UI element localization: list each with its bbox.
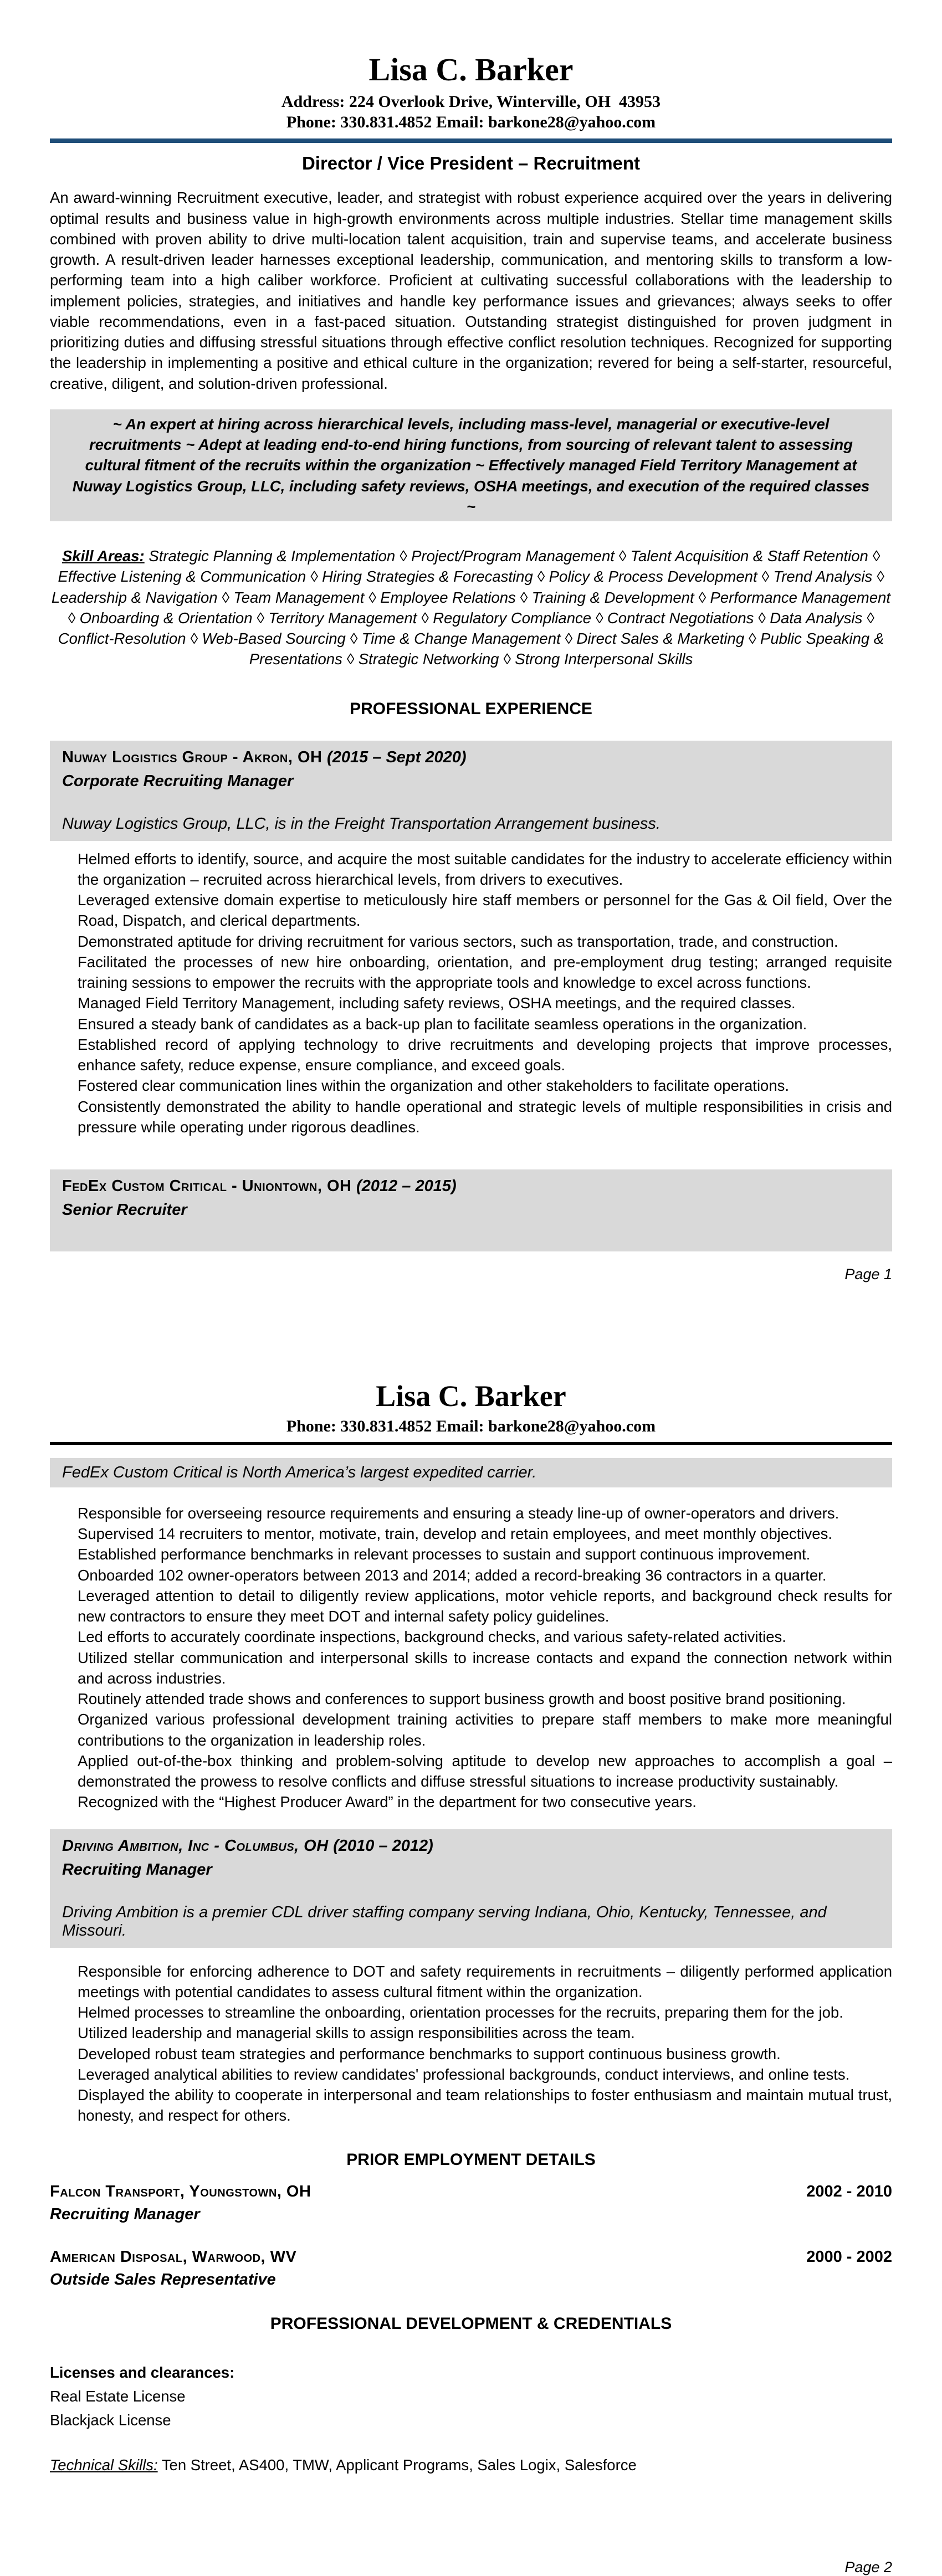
bullet-item: Applied out-of-the-box thinking and problem-solving aptitude to develop new approaches to accomplish a goal – demonstrated the prowess to resolve conflicts and diffuse stressful situations to increase productivity sustainably.	[78, 1752, 892, 1790]
bullet-item: Leveraged analytical abilities to review candidates' professional backgrounds, conduct interviews, and online tests.	[78, 2065, 850, 2083]
bullet-item: Recognized with the “Highest Producer Award” in the department for two consecutive years.	[78, 1793, 697, 1811]
section-heading-prior-employment: PRIOR EMPLOYMENT DETAILS	[346, 2150, 596, 2169]
employment-dates: (2010 – 2012)	[333, 1836, 433, 1855]
company-blurb: Nuway Logistics Group, LLC, is in the Freight Transportation Arrangement business.	[62, 814, 661, 833]
company-name: Driving Ambition, Inc - Columbus, OH	[62, 1836, 334, 1855]
bullet-item: Fostered clear communication lines within the organization and other stakeholders to facilitate operations.	[78, 1077, 790, 1095]
bullet-item: Organized various professional development training activities to prepare staff members to make more meaningful contributions to the organization in leadership roles.	[78, 1711, 892, 1749]
technical-skills-label: Technical Skills:	[50, 2456, 158, 2474]
skill-areas	[50, 546, 892, 670]
company-name: American Disposal, Warwood, WV	[50, 2247, 297, 2266]
prior-entry-american-disposal	[50, 2248, 892, 2289]
page-2-footer: Page 2	[844, 2558, 892, 2575]
section-heading-development: PROFESSIONAL DEVELOPMENT & CREDENTIALS	[270, 2314, 672, 2333]
job-role: Corporate Recruiting Manager	[62, 772, 294, 790]
phone-email-line: Phone: 330.831.4852 Email: barkone28@yahoo.com	[286, 1417, 656, 1436]
skill-areas-list: Strategic Planning & Implementation ◊ Project/Program Management ◊ Talent Acquisition & Staff Retention ◊ Effective Listening & Communication ◊ Hiring Strategies & Forecasting ◊ Policy & Process Development ◊ Trend Analysis ◊ Leadership & Navigation ◊ Team Management ◊ Employee Relations ◊ Training & Development ◊ Performance Management ◊ Onboarding & Orientation ◊ Territory Management ◊ Regulatory Compliance ◊ Contract Negotiations ◊ Data Analysis ◊ Conflict-Resolution ◊ Web-Based Sourcing ◊ Time & Change Management ◊ Direct Sales & Marketing ◊ Public Speaking & Presentations ◊ Strategic Networking ◊ Strong Interpersonal Skills	[51, 547, 891, 668]
bullet-item: Ensured a steady bank of candidates as a back-up plan to facilitate seamless operations in the organization.	[78, 1015, 807, 1033]
bullet-item: Managed Field Territory Management, including safety reviews, OSHA meetings, and the required classes.	[78, 994, 796, 1012]
page-1	[50, 53, 892, 1283]
prior-entry-details	[50, 2183, 311, 2224]
skill-areas-label: Skill Areas:	[62, 547, 145, 565]
technical-skills-list: Ten Street, AS400, TMW, Applicant Programs, Sales Logix, Salesforce	[157, 2456, 637, 2474]
page-2-header	[50, 1380, 892, 1445]
bullet-item: Utilized leadership and managerial skills to assign responsibilities across the team.	[78, 2024, 635, 2042]
employment-dates: 2000 - 2002	[806, 2247, 892, 2266]
bullet-item: Responsible for overseeing resource requirements and ensuring a steady line-up of owner-operators and drivers.	[78, 1504, 839, 1522]
bullet-item: Developed robust team strategies and performance benchmarks to support continuous business growth.	[78, 2045, 781, 2062]
section-heading-experience: PROFESSIONAL EXPERIENCE	[350, 699, 592, 718]
bullet-item: Supervised 14 recruiters to mentor, motivate, train, develop and retain employees, and meet monthly objectives.	[78, 1525, 832, 1543]
candidate-name: Lisa C. Barker	[376, 1379, 566, 1413]
job-role: Recruiting Manager	[62, 1860, 212, 1879]
bullet-item: Led efforts to accurately coordinate inspections, background checks, and various safety-related activities.	[78, 1628, 786, 1646]
job-bullets-nuway	[50, 849, 892, 1138]
bullet-item: Demonstrated aptitude for driving recruitment for various sectors, such as transportation, trade, and construction.	[78, 932, 838, 950]
company-blurb-fedex: FedEx Custom Critical is North America’s largest expedited carrier.	[50, 1458, 892, 1487]
phone-email-line: Phone: 330.831.4852 Email: barkone28@yahoo.com	[286, 113, 656, 132]
employment-dates: (2015 – Sept 2020)	[327, 748, 467, 766]
job-role: Outside Sales Representative	[50, 2270, 276, 2288]
bullet-item: Responsible for enforcing adherence to DOT and safety requirements in recruitments – diligently performed application meetings with potential candidates to assess cultural fitment within the organization.	[78, 1962, 892, 2000]
job-role: Recruiting Manager	[50, 2205, 200, 2223]
bullet-item: Routinely attended trade shows and conferences to support business growth and boost positive brand positioning.	[78, 1690, 846, 1708]
employment-dates: 2002 - 2010	[806, 2182, 892, 2200]
page-2	[50, 1380, 892, 2575]
highlights-callout: ~ An expert at hiring across hierarchical levels, including mass-level, managerial or executive-level recruitments ~ Adept at leading end-to-end hiring functions, from sourcing of relevant talent to assessing cultural fitment of the recruits within the organization ~ Effectively managed Field Territory Management at Nuway Logistics Group, LLC, including safety reviews, OSHA meetings, and execution of the required classes ~	[50, 409, 892, 521]
bullet-item: Leveraged extensive domain expertise to meticulously hire staff members or personnel for the Gas & Oil field, Over the Road, Dispatch, and clerical departments.	[78, 891, 892, 930]
employment-dates: (2012 – 2015)	[356, 1177, 457, 1195]
job-bullets-fedex	[50, 1503, 892, 1813]
header-rule	[50, 138, 892, 143]
company-line	[62, 1177, 880, 1195]
bullet-item: Facilitated the processes of new hire onboarding, orientation, and pre-employment drug testing; arranged requisite training sessions to empower the recruits with the appropriate tools and knowledge to excel across functions.	[78, 953, 892, 992]
bullet-item: Onboarded 102 owner-operators between 2013 and 2014; added a record-breaking 36 contractors in a quarter.	[78, 1566, 827, 1584]
page-1-footer: Page 1	[844, 1266, 892, 1283]
company-name: Falcon Transport, Youngstown, OH	[50, 2182, 311, 2200]
company-line	[62, 748, 880, 767]
development-section	[50, 2315, 892, 2476]
summary-paragraph: An award-winning Recruitment executive, leader, and strategist with robust experience acquired over the years in delivering optimal results and business value in high-growth environments across multiple industries. Stellar time management skills combined with proven ability to drive multi-location talent acquisition, train and supervise teams, and accelerate business growth. A result-driven leader harnesses exceptional leadership, communication, and mentoring skills to transform a low-performing team into a high caliber workforce. Proficient at cultivating successful collaborations with the leadership to implement policies, strategies, and initiatives and handle key performance issues and grievances; always seeks to offer viable recommendations, even in a fast-paced situation. Outstanding strategist distinguished for proven judgment in prioritizing duties and diffusing stressful situations through effective conflict resolution techniques. Recognized for supporting the leadership in implementing a positive and ethical culture in the organization; revered for being a self-starter, resourceful, creative, diligent, and solution-driven professional.	[50, 189, 892, 392]
bullet-item: Leveraged attention to detail to diligently review applications, motor vehicle reports, and background check results for new contractors to ensure they meet DOT and internal safety policy guidelines.	[78, 1587, 892, 1625]
bullet-item: Consistently demonstrated the ability to handle operational and strategic levels of multiple responsibilities in crisis and pressure while operating under rigorous deadlines.	[78, 1097, 892, 1136]
bullet-item: Helmed processes to streamline the onboarding, orientation processes for the recruits, preparing them for the job.	[78, 2004, 843, 2021]
resume-title: Director / Vice President – Recruitment	[301, 153, 641, 174]
prior-entry-falcon	[50, 2183, 892, 2224]
job-heading-fedex	[50, 1169, 892, 1251]
bullet-item: Established record of applying technology to drive recruitments and developing projects that improve processes, enhance safety, reduce expense, ensure compliance, and exceed goals.	[78, 1035, 892, 1074]
bullet-item: Utilized stellar communication and interpersonal skills to increase contacts and expand the connection network within and across industries.	[78, 1649, 892, 1687]
company-name: FedEx Custom Critical - Uniontown, OH	[62, 1177, 357, 1195]
licenses-label: Licenses and clearances:	[50, 2363, 235, 2381]
bullet-item: Established performance benchmarks in relevant processes to sustain and support continuous improvement.	[78, 1546, 811, 1563]
job-bullets-driving-ambition	[50, 1961, 892, 2126]
candidate-name: Lisa C. Barker	[368, 52, 574, 88]
company-name: Nuway Logistics Group - Akron, OH	[62, 748, 327, 766]
bullet-item: Displayed the ability to cooperate in interpersonal and team relationships to foster enthusiasm and maintain mutual trust, honesty, and respect for others.	[78, 2086, 892, 2125]
prior-entry-details	[50, 2248, 296, 2289]
job-heading-driving-ambition	[50, 1829, 892, 1948]
address-line: Address: 224 Overlook Drive, Winterville, OH 43953	[281, 92, 661, 111]
company-line	[62, 1837, 880, 1855]
header-rule	[50, 1442, 892, 1445]
company-blurb: Driving Ambition is a premier CDL driver staffing company serving Indiana, Ohio, Kentucky, Tennessee, and Missouri.	[62, 1903, 827, 1939]
licenses-block	[50, 2362, 892, 2431]
job-heading-nuway	[50, 741, 892, 841]
technical-skills	[50, 2455, 892, 2475]
license-item: Real Estate License	[50, 2387, 186, 2405]
license-item: Blackjack License	[50, 2411, 171, 2429]
bullet-item: Helmed efforts to identify, source, and acquire the most suitable candidates for the industry to accelerate efficiency within the organization – recruited across hierarchical levels, from drivers to executives.	[78, 850, 892, 888]
job-role: Senior Recruiter	[62, 1201, 187, 1219]
